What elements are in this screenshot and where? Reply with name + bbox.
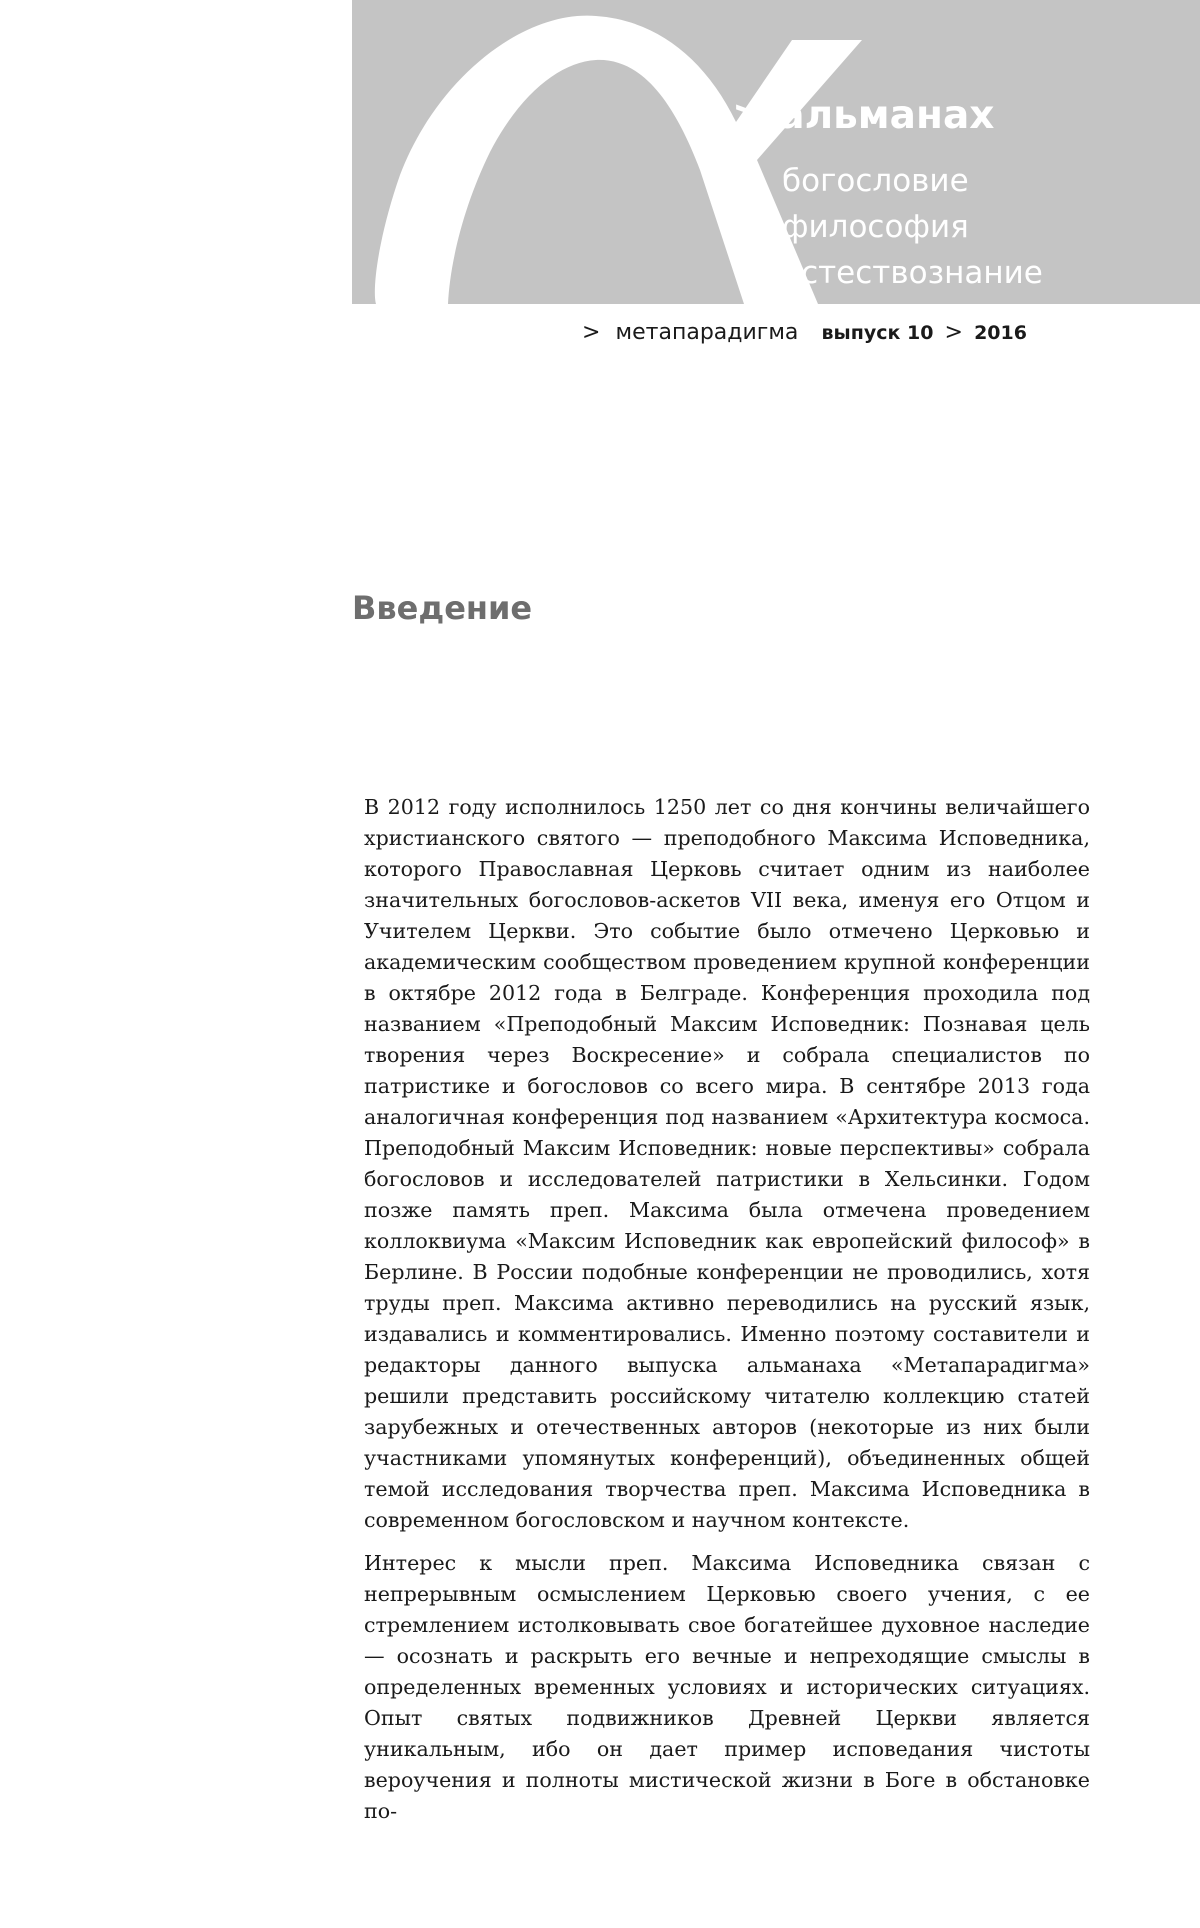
almanac-title: > альманах (732, 93, 995, 138)
issue-year: 2016 (974, 322, 1027, 344)
paragraph: Интерес к мысли преп. Максима Исповедника связан с непрерывным осмыслением Церковью своего учения, с ее стремлением истолковывать свое богатейшее духовное наследие — осознать и раскрыть его вечные и непреходящие смыслы в определенных временных условиях и исторических ситуациях. Опыт святых подвижников Древней Церкви является уникальным, ибо он дает пример исповедания чистоты вероучения и полноты мистической жизни в Боге в обстановке по- (364, 1551, 1090, 1823)
body-text (364, 792, 1090, 1839)
paragraph: В 2012 году исполнилось 1250 лет со дня кончины величайшего христианского святого — преподобного Максима Исповедника, которого Православная Церковь считает одним из наиболее значительных богословов-аскетов VII века, именуя его Отцом и Учителем Церкви. Это событие было отмечено Церковью и академическим сообществом проведением крупной конференции в октябре 2012 года в Белграде. Конференция проходила под названием «Преподобный Максим Исповедник: Познавая цель творения через Воскресение» и собрала специалистов по патристике и богословов со всего мира. В сентябре 2013 года аналогичная конференция под названием «Архитектура космоса. Преподобный Максим Исповедник: новые перспективы» собрала богословов и исследователей патристики в Хельсинки. Годом позже память преп. Максима была отмечена проведением коллоквиума «Максим Исповедник как европейский философ» в Берлине. В России подобные конференции не проводились, хотя труды преп. Максима активно переводились на русский язык, издавались и комментировались. Именно поэтому составители и редакторы данного выпуска альманаха «Метапарадигма» решили представить российскому читателю коллекцию статей зарубежных и отечественных авторов (некоторые из них были участниками упомянутых конференций), объединенных общей темой исследования творчества преп. Максима Исповедника в современном богословском и научном контексте. (364, 795, 1090, 1532)
year-separator: > (944, 320, 963, 345)
issue-line-separator: > (582, 320, 601, 345)
alpha-letter-icon (352, 0, 1200, 304)
subject-philosophy: философия (782, 209, 969, 245)
header-band (352, 0, 1200, 304)
issue-line (582, 322, 1027, 344)
subject-natural-science: естествознание (782, 255, 1043, 291)
subject-theology: богословие (782, 163, 969, 199)
issue-number: выпуск 10 (821, 322, 934, 344)
section-heading: Введение (352, 589, 533, 627)
series-name: метапарадигма (615, 320, 799, 345)
